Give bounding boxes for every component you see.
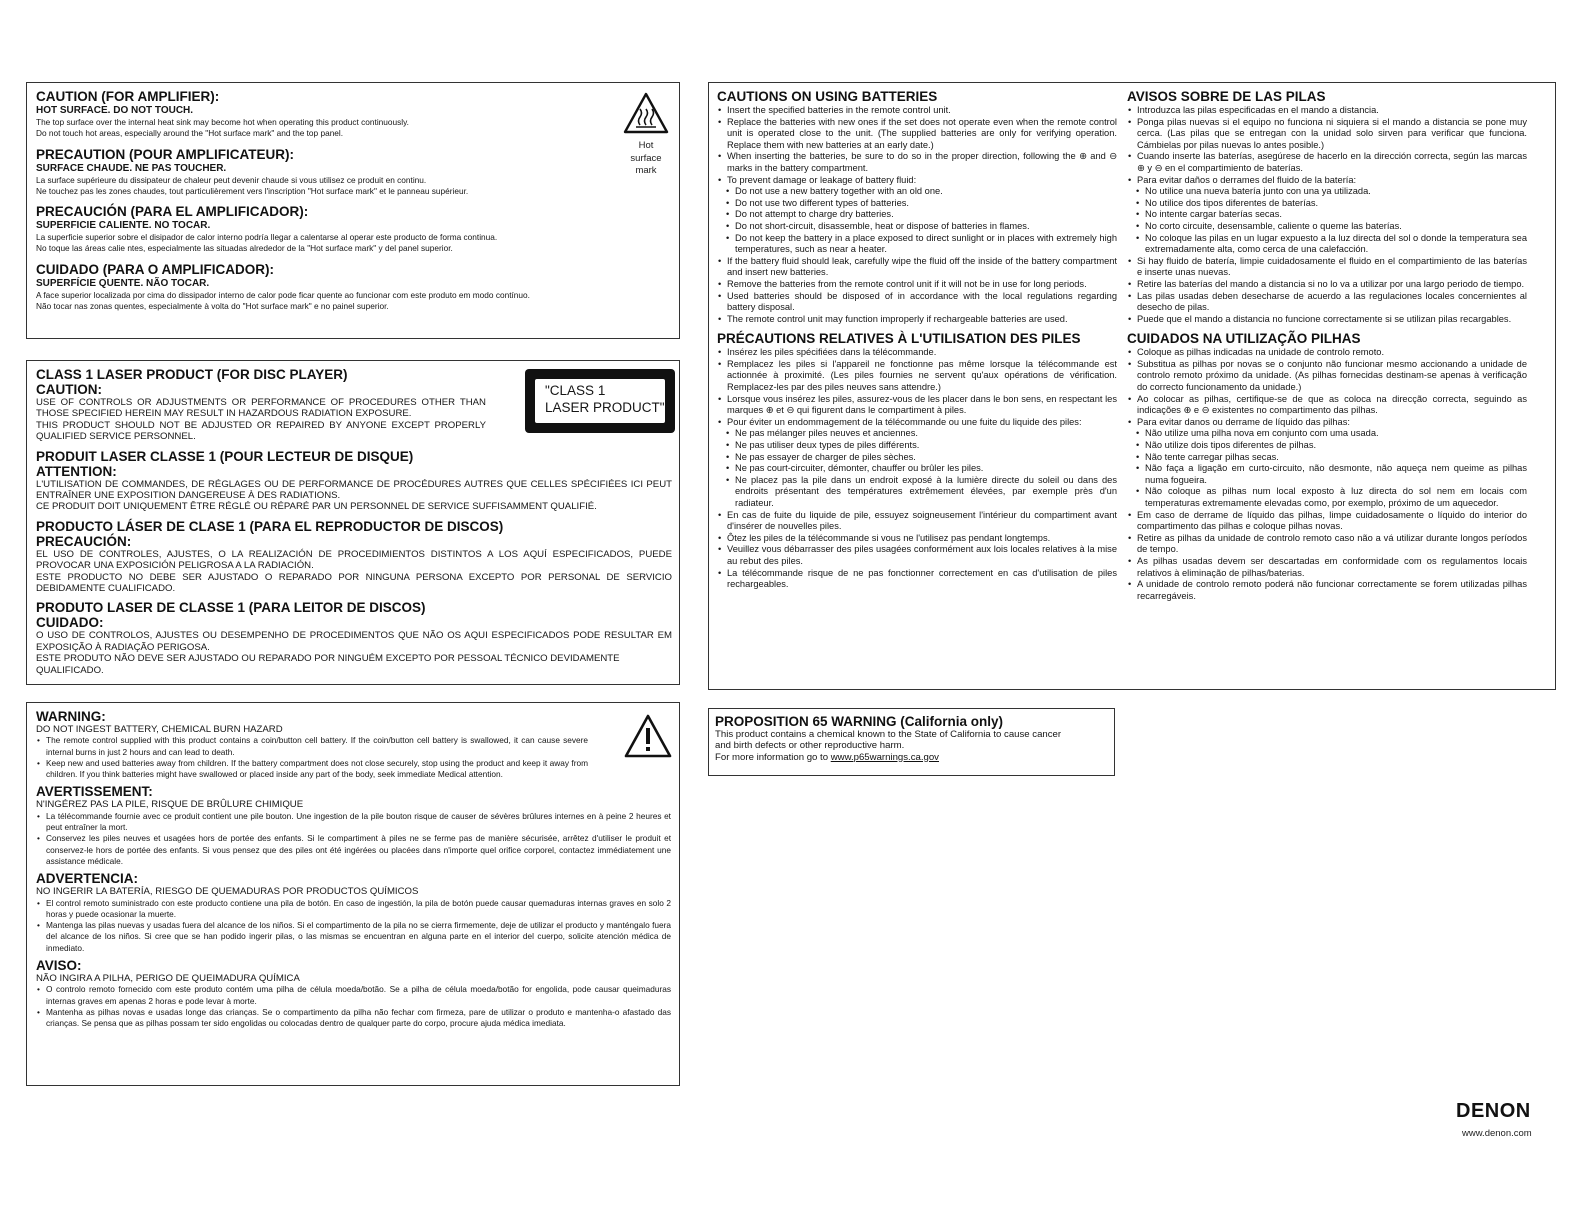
laser-label-line: LASER PRODUCT" (545, 400, 665, 415)
list-item: • O controlo remoto fornecido com este produto contém uma pilha de célula moeda/botão. Se a pilha de célula moeda/botão for engolida, pode causar queimaduras internas graves em apenas 2 horas e pode levar à morte. (46, 984, 671, 1007)
battery-section-es (1127, 89, 1527, 325)
battery-section-pt (1127, 331, 1527, 602)
list-item: • La télécommande fournie avec ce produit contient une pile bouton. Une ingestion de la pile bouton risque de causer de sévères brûlures internes en à peine 2 heures et peut entraîner la mort. (46, 811, 671, 834)
body-text: CE PRODUIT DOIT UNIQUEMENT ÊTRE RÉGLÉ OU RÉPARÉ PAR UN PERSONNEL DE SERVICE SUFFISAMMENT QUALIFIÉ. (36, 501, 597, 513)
list-item: • Lorsque vous insérez les piles, assurez-vous de les placer dans le bon sens, en respectant les marques ⊕ et ⊖ qui figurent dans le compartiment à piles. (727, 394, 1117, 417)
sub-bullet-list (1127, 428, 1527, 509)
hot-label: Hot (638, 140, 654, 151)
bullet-list (36, 811, 671, 867)
laser-product-box (26, 360, 680, 685)
warning-section-en (36, 709, 588, 780)
list-item: • Para evitar daños o derrames del fluido de la batería: (1137, 175, 1527, 187)
amp-section-es (36, 204, 679, 255)
body-text: THIS PRODUCT SHOULD NOT BE ADJUSTED OR REPAIRED BY ANYONE EXCEPT PROPERLY QUALIFIED SERVICE PERSONNEL. (36, 419, 486, 443)
section-subtitle: ATTENTION: (36, 463, 117, 479)
list-item: • Do not short-circuit, disassemble, heat or dispose of batteries in flames. (735, 221, 1117, 233)
list-item: • Las pilas usadas deben desecharse de acuerdo a las regulaciones locales concernientes al desecho de pilas. (1137, 291, 1527, 314)
section-title: AVISO: (36, 958, 82, 974)
list-item: • Do not keep the battery in a place exposed to direct sunlight or in places with extremely high temperatures, such as near a heater. (735, 233, 1117, 256)
sub-bullet-list (1127, 186, 1527, 256)
list-item: • Cuando inserte las baterías, asegúrese de hacerlo en la dirección correcta, según las marcas ⊕ y ⊖ en el compartimiento de baterías. (1137, 151, 1527, 174)
laser-label-line: "CLASS 1 (545, 383, 606, 398)
section-title: AVISOS SOBRE DE LAS PILAS (1127, 89, 1326, 104)
list-item: • Não utilize dois tipos diferentes de pilhas. (1145, 440, 1527, 452)
list-item: • Pour éviter un endommagement de la télécommande ou une fuite du liquide des piles: (727, 417, 1117, 429)
body-text: ESTE PRODUCTO NO DEBE SER AJUSTADO O REPARADO POR NINGUNA PERSONA EXCEPTO POR PERSONAL DE SERVICIO DEBIDAMENTE CUALIFICADO. (36, 571, 672, 595)
battery-column-right (1127, 89, 1527, 608)
list-item: • Retire as pilhas da unidade de controlo remoto caso não a vá utilizar durante longos períodos de tempo. (1137, 533, 1527, 556)
section-subtitle: PRECAUCIÓN: (36, 533, 132, 549)
bullet-list (1127, 510, 1527, 603)
bullet-list (1127, 105, 1527, 186)
list-item: • Não faça a ligação em curto-circuito, não desmonte, não aqueça nem queime as pilhas numa fogueira. (1145, 463, 1527, 486)
section-subtitle: SUPERFICIE CALIENTE. NO TOCAR. (36, 220, 211, 232)
list-item: • Keep new and used batteries away from children. If the battery compartment does not close securely, stop using the product and keep it away from children. If you think batteries might have swallowed or placed inside any part of the body, seek immediate Medical attention. (46, 758, 588, 781)
list-item: • If the battery fluid should leak, carefully wipe the fluid off the inside of the battery compartment and insert new batteries. (727, 256, 1117, 279)
section-subtitle: NÃO INGIRA A PILHA, PERIGO DE QUEIMADURA QUÍMICA (36, 973, 300, 985)
list-item: • Insert the specified batteries in the remote control unit. (727, 105, 1117, 117)
hot-surface-mark (621, 91, 671, 178)
bullet-list (1127, 256, 1527, 326)
section-title: CAUTIONS ON USING BATTERIES (717, 89, 938, 104)
list-item: • Mantenga las pilas nuevas y usadas fuera del alcance de los niños. Si el compartimento de la pila no se cierra firmemente, deje de utilizar el producto y manténgalo fuera del alcance de los niños. Si cree que se han podido ingerir pilas, o las mismas se encuentran en alguna parte en el interior del cuerpo, solicite atención médica de inmediato. (46, 920, 671, 954)
bullet-list (36, 898, 671, 954)
list-item: • The remote control supplied with this product contains a coin/button cell battery. If the coin/button cell battery is swallowed, it can cause severe internal burns in just 2 hours and can lead to death. (46, 735, 588, 758)
section-title: CAUTION (FOR AMPLIFIER): (36, 89, 220, 104)
list-item: • Used batteries should be disposed of in accordance with the local regulations regarding battery disposal. (727, 291, 1117, 314)
brand-url: www.denon.com (1462, 1128, 1532, 1139)
list-item: • No utilice una nueva batería junto con una ya utilizada. (1145, 186, 1527, 198)
bullet-list (1127, 347, 1527, 428)
battery-cautions-box (708, 82, 1556, 690)
section-title: PRODUCTO LÁSER DE CLASE 1 (PARA EL REPRODUCTOR DE DISCOS) (36, 518, 504, 534)
list-item: • Remplacez les piles si l'appareil ne fonctionne pas même lorsque la télécommande est actionnée à proximité. (Les piles fournies ne servent qu'aux opérations de vérification. Remplacez-les par des piles neuves sans attendre.) (727, 359, 1117, 394)
battery-section-en (717, 89, 1117, 325)
hot-surface-icon (622, 91, 670, 135)
hot-label: mark (635, 165, 657, 176)
list-item: • Ponga pilas nuevas si el equipo no funciona ni siquiera si el mando a distancia se pone muy cerca. (Las pilas que se entregan con la unidad solo sirven para verificar que funciona. Cámbielas por pilas nuevas lo antes posible.) (1137, 117, 1527, 152)
section-title: PRODUTO LASER DE CLASSE 1 (PARA LEITOR DE DISCOS) (36, 600, 426, 616)
list-item: • No intente cargar baterías secas. (1145, 209, 1527, 221)
section-title: PRECAUCIÓN (PARA EL AMPLIFICADOR): (36, 204, 309, 220)
list-item: • Remove the batteries from the remote control unit if it will not be in use for long periods. (727, 279, 1117, 291)
amp-section-en (36, 89, 679, 140)
list-item: • Para evitar danos ou derrame de líquido das pilhas: (1137, 417, 1527, 429)
list-item: • No utilice dos tipos diferentes de baterías. (1145, 198, 1527, 210)
section-title: PRODUIT LASER CLASSE 1 (POUR LECTEUR DE DISQUE) (36, 448, 414, 464)
list-item: • Retire las baterías del mando a distancia si no lo va a utilizar por una largo periodo de tiempo. (1137, 279, 1527, 291)
section-subtitle: CAUTION: (36, 382, 102, 397)
list-item: • Não tente carregar pilhas secas. (1145, 452, 1527, 464)
body-text: L'UTILISATION DE COMMANDES, DE RÉGLAGES OU DE PERFORMANCE DE PROCÉDURES AUTRES QUE CELLES SPÉCIFIÉES ICI PEUT ENTRAÎNER UNE EXPOSITION DANGEREUSE À DES RADIATIONS. (36, 478, 672, 502)
warning-section-fr (36, 784, 671, 867)
list-item: • En cas de fuite du liquide de pile, essuyez soigneusement l'intérieur du compartiment avant d'insérer de nouvelles piles. (727, 510, 1117, 533)
amp-section-pt (36, 262, 679, 313)
list-item: • Ne pas mélanger piles neuves et anciennes. (735, 428, 1117, 440)
section-subtitle: DO NOT INGEST BATTERY, CHEMICAL BURN HAZARD (36, 724, 283, 735)
body-text: O USO DE CONTROLOS, AJUSTES OU DESEMPENHO DE PROCEDIMENTOS QUE NÃO OS AQUI ESPECIFICADOS PODE RESULTAR EM EXPOSIÇÃO À RADIAÇÃO PERIGOSA. (36, 630, 672, 653)
laser-section-fr (36, 449, 672, 513)
list-item: • The remote control unit may function improperly if rechargeable batteries are used. (727, 314, 1117, 326)
bullet-list (717, 347, 1117, 428)
section-title: ADVERTENCIA: (36, 871, 139, 887)
section-subtitle: NO INGERIR LA BATERÍA, RIESGO DE QUEMADURAS POR PRODUCTOS QUÍMICOS (36, 886, 419, 898)
section-title: AVERTISSEMENT: (36, 784, 153, 800)
body-line: Ne touchez pas les zones chaudes, tout particulièrement vers l'inscription "Hot surface mark" et le panneau supérieur. (36, 185, 469, 196)
amp-section-fr (36, 147, 679, 198)
warning-section-pt (36, 958, 671, 1029)
list-item: • Do not use a new battery together with an old one. (735, 186, 1117, 198)
battery-warning-box (26, 702, 680, 1086)
section-subtitle: HOT SURFACE. DO NOT TOUCH. (36, 105, 194, 116)
list-item: • Conservez les piles neuves et usagées hors de portée des enfants. Si le compartiment à piles ne se ferme pas de manière sécurisée, arrêtez d'utiliser le produit et conservez-le hors de portée des enfants. Si vous pensez que des piles ont été ingérées ou placées dans n'importe quel orifice corporel, contactez immédiatement une assistance médicale. (46, 833, 671, 867)
list-item: • Introduzca las pilas especificadas en el mando a distancia. (1137, 105, 1527, 117)
section-subtitle: N'INGÉREZ PAS LA PILE, RISQUE DE BRÛLURE CHIMIQUE (36, 799, 304, 811)
p65-link[interactable]: www.p65warnings.ca.gov (830, 751, 939, 763)
bullet-list (36, 735, 588, 780)
laser-label-inner (535, 379, 665, 423)
battery-section-fr (717, 331, 1117, 590)
list-item: • Ne pas utiliser deux types de piles différents. (735, 440, 1117, 452)
body-text: EL USO DE CONTROLES, AJUSTES, O LA REALIZACIÓN DE PROCEDIMIENTOS DISTINTOS A LOS AQUÍ ESPECIFICADOS, PUEDE PROVOCAR UNA EXPOSICIÓN PELIGROSA A LA RADIACIÓN. (36, 548, 672, 572)
body-line (715, 752, 1108, 763)
section-title: PRECAUTION (POUR AMPLIFICATEUR): (36, 146, 294, 162)
list-item: • When inserting the batteries, be sure to do so in the proper direction, following the ⊕ and ⊖ marks in the battery compartment. (727, 151, 1117, 174)
list-item: • Ne placez pas la pile dans un endroit exposé à la lumière directe du soleil ou dans des endroits présentant des températures extrêmement élevées, par exemple près d'un radiateur. (735, 475, 1117, 510)
prop65-warning-box (708, 708, 1115, 776)
list-item: • Replace the batteries with new ones if the set does not operate even when the remote control unit is operated close to the unit. (The supplied batteries are only for verifying operation. Replace them with new batteries at an early date.) (727, 117, 1117, 152)
link-prefix: For more information go to (715, 751, 831, 763)
bullet-list (36, 984, 671, 1029)
body-text: USE OF CONTROLS OR ADJUSTMENTS OR PERFORMANCE OF PROCEDURES OTHER THAN THOSE SPECIFIED HEREIN MAY RESULT IN HAZARDOUS RADIATION EXPOSURE. (36, 397, 486, 420)
section-subtitle: SUPERFÍCIE QUENTE. NÃO TOCAR. (36, 277, 210, 289)
list-item: • No coloque las pilas en un lugar expuesto a la luz directa del sol o donde la temperatura sea extremadamente alta, como cerca de una calefacción. (1145, 233, 1527, 256)
section-title: WARNING: (36, 709, 106, 724)
body-line: This product contains a chemical known to the State of California to cause cancer (715, 729, 1062, 740)
bullet-list (717, 510, 1117, 591)
list-item: • To prevent damage or leakage of battery fluid: (727, 175, 1117, 187)
list-item: • Mantenha as pilhas novas e usadas longe das crianças. Se o compartimento da pilha não fechar com firmeza, pare de utilizar o produto e mantenha-o afastado das crianças. Se pensa que as pilhas possam ter sido engolidas ou colocadas dentro de qualquer parte do corpo, procure ajuda médica imediata. (46, 1007, 671, 1030)
list-item: • A unidade de controlo remoto poderá não funcionar correctamente se forem utilizadas pilhas recarregáveis. (1137, 579, 1527, 602)
section-title: PROPOSITION 65 WARNING (California only) (715, 714, 1004, 729)
hot-label: surface (630, 152, 662, 164)
body-line: and birth defects or other reproductive harm. (715, 740, 905, 752)
list-item: • Substitua as pilhas por novas se o conjunto não funcionar mesmo accionando a unidade de controlo remoto próximo da unidade. (As pilhas fornecidas destinam-se apenas à verificação do correcto funcionamento da unidade.) (1137, 359, 1527, 394)
list-item: • Não utilize uma pilha nova em conjunto com uma usada. (1145, 428, 1527, 440)
warning-section-es (36, 871, 671, 954)
body-line: A face superior localizada por cima do dissipador interno de calor pode ficar quente ao funcionar com este produto em modo contínuo. (36, 289, 530, 300)
sub-bullet-list (717, 428, 1117, 509)
list-item: • Ôtez les piles de la télécommande si vous ne l'utilisez pas pendant longtemps. (727, 533, 1117, 545)
list-item: • Puede que el mando a distancia no funcione correctamente si se utilizan pilas recargables. (1137, 314, 1527, 326)
list-item: • Do not attempt to charge dry batteries. (735, 209, 1117, 221)
section-title: CUIDADO (PARA O AMPLIFICADOR): (36, 261, 274, 277)
list-item: • Ne pas essayer de charger de piles sèches. (735, 452, 1117, 464)
list-item: • Si hay fluido de batería, limpie cuidadosamente el fluido en el compartimiento de las baterías e inserte unas nuevas. (1137, 256, 1527, 279)
body-line: No toque las áreas calie ntes, especialmente las situadas alrededor de la "Hot surface mark" y del panel superior. (36, 243, 453, 254)
bullet-list (717, 256, 1117, 326)
body-text: ESTE PRODUTO NÃO DEVE SER AJUSTADO OU REPARADO POR NINGUÉM EXCEPTO POR PESSOAL TÉCNICO DEVIDAMENTE QUALIFICADO. (36, 653, 620, 676)
laser-section-pt (36, 600, 672, 676)
body-line: Do not touch hot areas, especially around the "Hot surface mark" and the top panel. (36, 128, 344, 139)
section-subtitle: SURFACE CHAUDE. NE PAS TOUCHER. (36, 162, 227, 174)
amplifier-caution-box (26, 82, 680, 339)
body-line: The top surface over the internal heat sink may become hot when operating this product continuously. (36, 117, 409, 127)
laser-section-en (36, 367, 486, 443)
list-item: • La télécommande risque de ne pas fonctionner correctement en cas d'utilisation de piles rechargeables. (727, 568, 1117, 591)
list-item: • Em caso de derrame de líquido das pilhas, limpe cuidadosamente o líquido do interior do compartimento das pilhas e coloque pilhas novas. (1137, 510, 1527, 533)
list-item: • As pilhas usadas devem ser descartadas em conformidade com os regulamentos locais relativos à eliminação de pilhas/baterias. (1137, 556, 1527, 579)
battery-column-left (717, 89, 1117, 597)
bullet-list (717, 105, 1117, 186)
list-item: • El control remoto suministrado con este producto contiene una pila de botón. En caso de ingestión, la pila de botón puede causar quemaduras internas graves en solo 2 horas y puede ocasionar la muerte. (46, 898, 671, 921)
list-item: • Insérez les piles spécifiées dans la télécommande. (727, 347, 1117, 359)
list-item: • No corto circuite, desensamble, caliente o queme las baterías. (1145, 221, 1527, 233)
list-item: • Do not use two different types of batteries. (735, 198, 1117, 210)
section-title: CLASS 1 LASER PRODUCT (FOR DISC PLAYER) (36, 367, 348, 382)
list-item: • Veuillez vous débarrasser des piles usagées conformément aux lois locales relatives à la mise au rebut des piles. (727, 544, 1117, 567)
sub-bullet-list (717, 186, 1117, 256)
brand-logo: DENON (1456, 1100, 1531, 1122)
body-line: La superficie superior sobre el disipador de calor interno podría llegar a calentarse al operar este producto de forma continua. (36, 232, 498, 243)
list-item: • Não coloque as pilhas num local exposto à luz directa do sol nem em locais com temperaturas extremamente elevadas como, por exemplo, próximo de um aquecedor. (1145, 486, 1527, 509)
warning-icon (623, 713, 673, 759)
section-subtitle: CUIDADO: (36, 615, 104, 631)
class1-laser-label (525, 369, 675, 433)
list-item: • Ao colocar as pilhas, certifique-se de que as coloca na direcção correcta, seguindo as indicações ⊕ e ⊖ existentes no compartimento das pilhas. (1137, 394, 1527, 417)
section-title: PRÉCAUTIONS RELATIVES À L'UTILISATION DES PILES (717, 331, 1081, 347)
body-line: Não tocar nas zonas quentes, especialmente à volta do "Hot surface mark" e no painel superior. (36, 301, 389, 312)
list-item: • Coloque as pilhas indicadas na unidade de controlo remoto. (1137, 347, 1527, 359)
laser-section-es (36, 519, 672, 595)
body-line: La surface supérieure du dissipateur de chaleur peut devenir chaude si vous utilisez ce produit en continu. (36, 174, 427, 185)
list-item: • Ne pas court-circuiter, démonter, chauffer ou brûler les piles. (735, 463, 1117, 475)
section-title: CUIDADOS NA UTILIZAÇÃO PILHAS (1127, 331, 1361, 347)
